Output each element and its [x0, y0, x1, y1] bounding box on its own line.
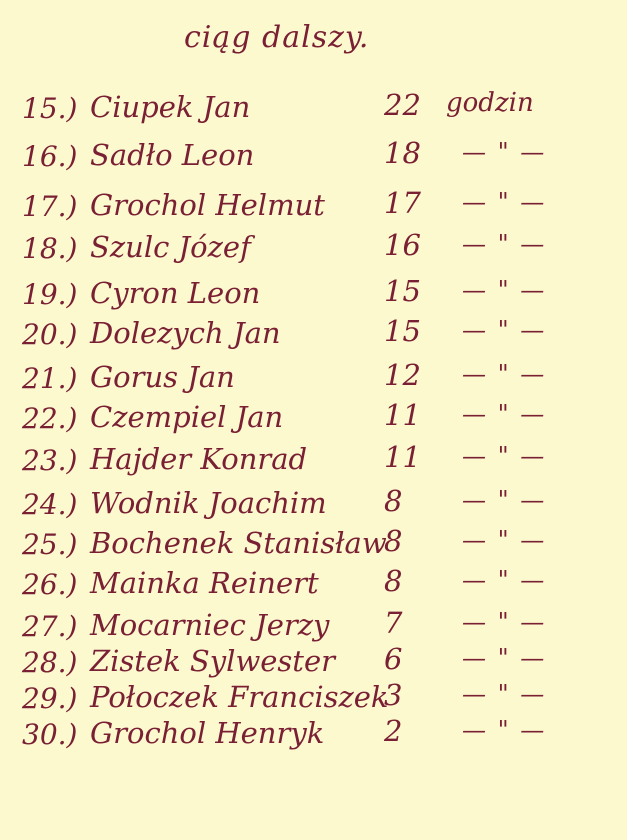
entry-hours: 7 — [384, 606, 403, 640]
entry-hours: 15 — [384, 274, 421, 308]
entry-unit: — " — — [462, 680, 547, 708]
entry-name: Cyron Leon — [90, 276, 261, 310]
list-item — [0, 398, 633, 442]
entry-hours: 8 — [384, 524, 403, 558]
list-item — [0, 564, 633, 608]
entry-hours: 11 — [384, 398, 421, 432]
list-item — [0, 714, 633, 758]
entry-unit: — " — — [462, 608, 547, 636]
entry-name: Szulc Józef — [90, 230, 251, 264]
entry-unit: — " — — [462, 486, 547, 514]
entry-name: Mocarniec Jerzy — [90, 608, 330, 642]
entry-name: Hajder Konrad — [90, 442, 308, 476]
list-item — [0, 186, 633, 230]
entry-name: Sadło Leon — [90, 138, 255, 172]
entry-name: Zistek Sylwester — [90, 644, 335, 678]
entry-unit: — " — — [462, 644, 547, 672]
entry-hours: 8 — [384, 564, 403, 598]
entry-hours: 3 — [384, 678, 403, 712]
entry-unit: — " — — [462, 442, 547, 470]
entry-hours: 8 — [384, 484, 403, 518]
entry-name: Połoczek Franciszek — [90, 680, 389, 714]
entry-unit: — " — — [462, 316, 547, 344]
entry-number: 22.) — [22, 402, 78, 435]
entry-hours: 18 — [384, 136, 421, 170]
entry-number: 16.) — [22, 140, 78, 173]
entry-unit: — " — — [462, 566, 547, 594]
list-item — [0, 228, 633, 272]
entry-hours: 17 — [384, 186, 421, 220]
entry-name: Grochol Henryk — [90, 716, 325, 750]
list-item — [0, 524, 633, 568]
entry-hours: 6 — [384, 642, 403, 676]
entry-unit: — " — — [462, 360, 547, 388]
entry-unit: godzin — [446, 88, 534, 118]
entry-number: 24.) — [22, 488, 78, 521]
entry-unit: — " — — [462, 138, 547, 166]
entry-hours: 11 — [384, 440, 421, 474]
entry-unit: — " — — [462, 526, 547, 554]
entry-name: Wodnik Joachim — [90, 486, 327, 520]
entry-number: 25.) — [22, 528, 78, 561]
list-item — [0, 136, 633, 180]
entry-hours: 22 — [384, 88, 421, 122]
list-item — [0, 88, 633, 132]
entry-number: 18.) — [22, 232, 78, 265]
list-item — [0, 314, 633, 358]
entry-name: Gorus Jan — [90, 360, 235, 394]
entry-unit: — " — — [462, 188, 547, 216]
entry-unit: — " — — [462, 276, 547, 304]
list-item — [0, 274, 633, 318]
entry-name: Czempiel Jan — [90, 400, 284, 434]
list-item — [0, 440, 633, 484]
entry-number: 30.) — [22, 718, 78, 751]
entry-number: 28.) — [22, 646, 78, 679]
entry-hours: 15 — [384, 314, 421, 348]
entry-hours: 2 — [384, 714, 403, 748]
entry-unit: — " — — [462, 716, 547, 744]
entry-hours: 16 — [384, 228, 421, 262]
entry-name: Dolezych Jan — [90, 316, 281, 350]
list-item — [0, 484, 633, 528]
entry-number: 19.) — [22, 278, 78, 311]
entry-number: 21.) — [22, 362, 78, 395]
entry-number: 20.) — [22, 318, 78, 351]
entry-name: Grochol Helmut — [90, 188, 325, 222]
list-item — [0, 358, 633, 402]
entry-number: 17.) — [22, 190, 78, 223]
entry-hours: 12 — [384, 358, 421, 392]
entry-name: Bochenek Stanisław — [90, 526, 387, 560]
entry-unit: — " — — [462, 230, 547, 258]
entry-number: 27.) — [22, 610, 78, 643]
entry-name: Ciupek Jan — [90, 90, 251, 124]
entry-number: 23.) — [22, 444, 78, 477]
entry-name: Mainka Reinert — [90, 566, 319, 600]
entry-unit: — " — — [462, 400, 547, 428]
entry-number: 15.) — [22, 92, 78, 125]
page-heading: ciąg dalszy. — [184, 20, 370, 55]
entry-number: 26.) — [22, 568, 78, 601]
entry-number: 29.) — [22, 682, 78, 715]
